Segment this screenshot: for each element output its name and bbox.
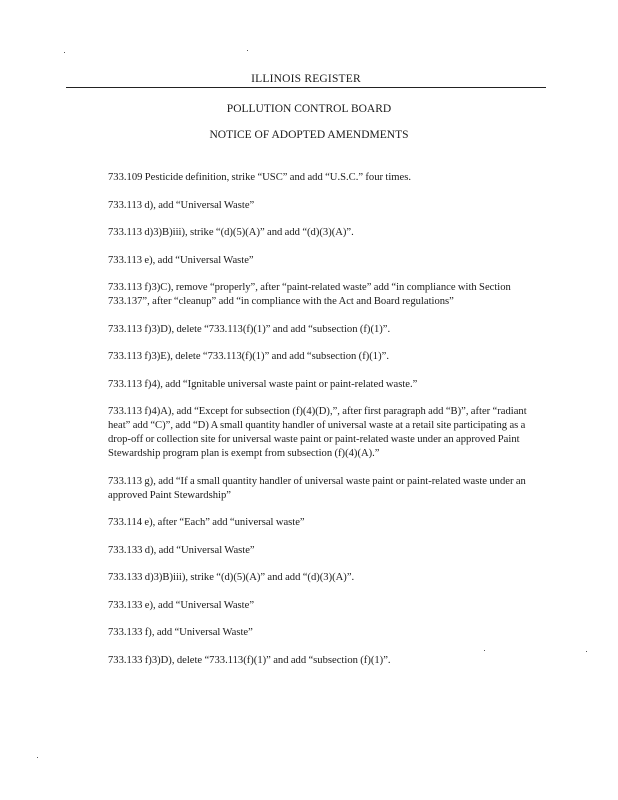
amendment-entry: 733.113 d), add “Universal Waste” [108,199,255,211]
amendment-entry: 733.113 f)4)A), add “Except for subsection (f)(4)(D),”, after first paragraph add “B)”, after “radiant heat” add “C)”, add “D) A small quantity handler of universal waste at a retail site participating as a drop-off or collection site for universal waste paint or paint-related waste under an approved Paint Stewardship program plan is exempt from subsection (f)(4)(A).” [108,406,527,459]
amendment-entry: 733.133 f)3)D), delete “733.113(f)(1)” and add “subsection (f)(1)”. [108,654,391,666]
amendment-entry: 733.113 g), add “If a small quantity handler of universal waste paint or paint-related waste under an approved Paint Stewardship” [108,475,526,501]
amendment-entry: 733.133 d), add “Universal Waste” [108,544,255,556]
register-title: ILLINOIS REGISTER [251,73,361,85]
amendment-entry: 733.109 Pesticide definition, strike “USC” and add “U.S.C.” four times. [108,172,411,183]
amendment-entry: 733.113 d)3)B)iii), strike “(d)(5)(A)” and add “(d)(3)(A)”. [108,227,354,238]
scan-speck [64,52,65,53]
header-rule [66,87,546,88]
scan-speck [484,650,485,651]
scan-speck [247,50,248,51]
amendment-entry: 733.133 f), add “Universal Waste” [108,627,253,638]
board-name: POLLUTION CONTROL BOARD [226,103,392,115]
amendment-entry: 733.113 f)4), add “Ignitable universal waste paint or paint-related waste.” [108,378,418,390]
amendment-entry: 733.113 f)3)E), delete “733.113(f)(1)” and add “subsection (f)(1)”. [108,351,389,362]
notice-title: NOTICE OF ADOPTED AMENDMENTS [209,129,409,141]
scan-speck [37,757,38,758]
scan-speck [586,651,587,652]
amendment-entry: 733.113 f)3)D), delete “733.113(f)(1)” and add “subsection (f)(1)”. [108,323,391,335]
amendment-entry: 733.133 e), add “Universal Waste” [108,599,255,611]
amendment-entry: 733.113 f)3)C), remove “properly”, after “paint-related waste” add “in compliance with Section 733.137”, after “cleanup” add “in compliance with the Act and Board regulations” [108,282,511,307]
register-header [66,72,546,88]
amendment-entry: 733.133 d)3)B)iii), strike “(d)(5)(A)” and add “(d)(3)(A)”. [108,572,355,583]
amendment-entry: 733.113 e), add “Universal Waste” [108,254,254,266]
amendment-entry: 733.114 e), after “Each” add “universal waste” [108,517,305,528]
amendment-list [108,171,548,681]
